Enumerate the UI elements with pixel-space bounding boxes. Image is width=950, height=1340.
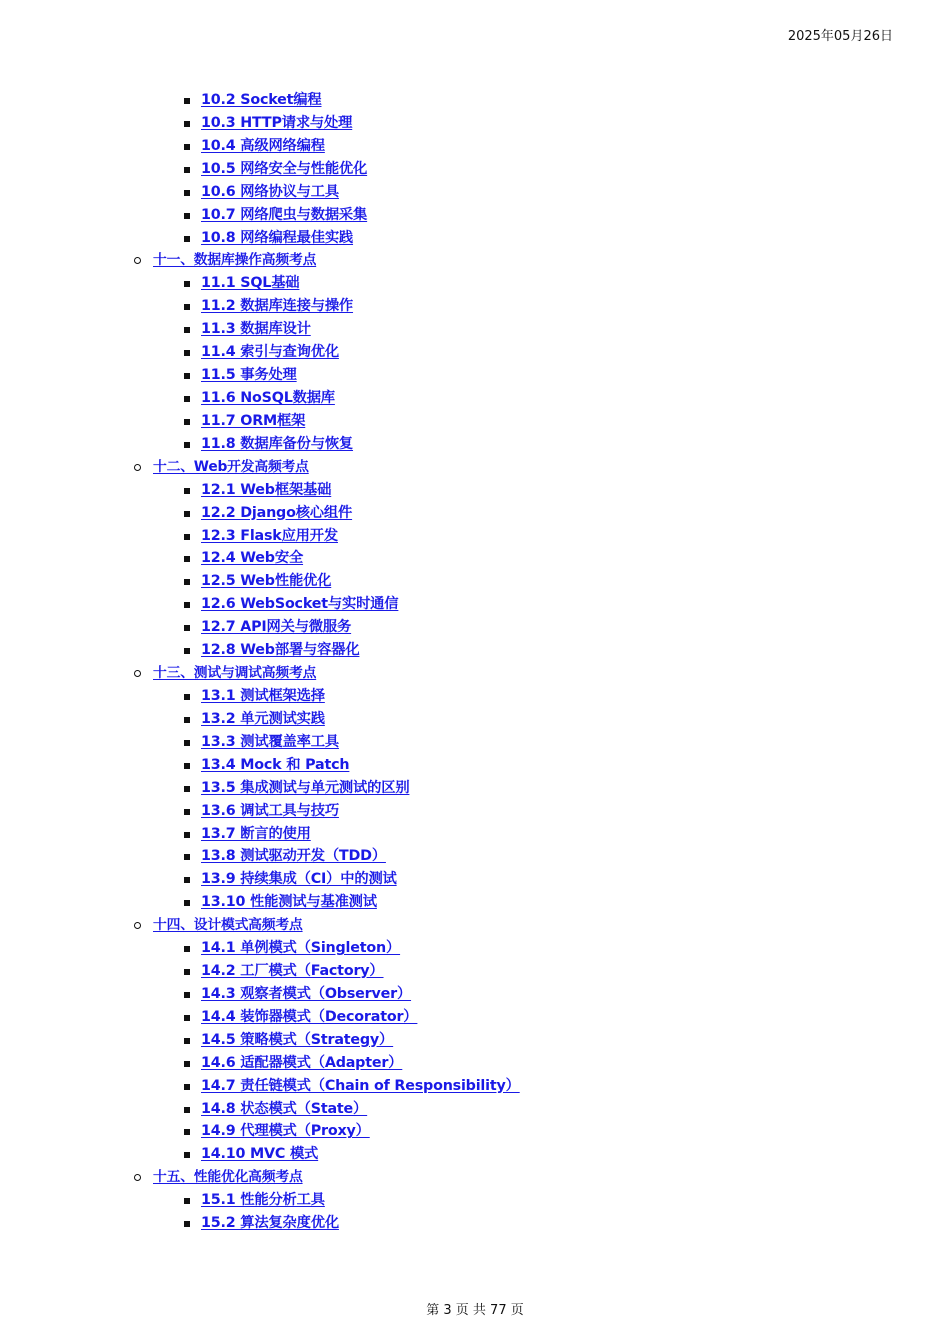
toc-subsection-item	[0, 639, 950, 662]
square-bullet-icon	[184, 1198, 190, 1204]
toc-subsection-link[interactable]: 13.1 测试框架选择	[201, 687, 325, 704]
square-bullet-icon	[184, 144, 190, 150]
square-bullet-icon	[184, 304, 190, 310]
toc-subsection-link[interactable]: 13.4 Mock 和 Patch	[201, 756, 350, 773]
toc-subsection-link[interactable]: 13.9 持续集成（CI）中的测试	[201, 871, 397, 888]
toc-subsection-item	[0, 295, 950, 318]
toc-subsection-item	[0, 135, 950, 158]
toc-subsection-link[interactable]: 12.6 WebSocket与实时通信	[201, 596, 399, 613]
toc-subsection-link[interactable]: 15.2 算法复杂度优化	[201, 1215, 339, 1232]
toc-subsection-item	[0, 845, 950, 868]
toc-subsection-item	[0, 1052, 950, 1075]
toc-subsection-item	[0, 364, 950, 387]
toc-subsection-item	[0, 89, 950, 112]
toc-section-link[interactable]: 十二、Web开发高频考点	[153, 458, 309, 475]
toc-section-link[interactable]: 十四、设计模式高频考点	[153, 917, 303, 934]
toc-subsection-item	[0, 616, 950, 639]
table-of-contents	[0, 89, 950, 1235]
square-bullet-icon	[184, 786, 190, 792]
toc-subsection-link[interactable]: 14.7 责任链模式（Chain of Responsibility）	[201, 1077, 520, 1094]
circle-bullet-icon	[134, 670, 141, 677]
circle-bullet-icon	[134, 257, 141, 264]
toc-subsection-link[interactable]: 10.2 Socket编程	[201, 92, 322, 108]
square-bullet-icon	[184, 327, 190, 333]
square-bullet-icon	[184, 877, 190, 883]
toc-subsection-item	[0, 891, 950, 914]
toc-subsection-item	[0, 433, 950, 456]
square-bullet-icon	[184, 763, 190, 769]
toc-subsection-link[interactable]: 11.1 SQL基础	[201, 275, 300, 292]
toc-subsection-link[interactable]: 10.7 网络爬虫与数据采集	[201, 206, 368, 223]
toc-subsection-link[interactable]: 12.7 API网关与微服务	[201, 619, 352, 636]
toc-subsection-item	[0, 823, 950, 846]
toc-subsection-item	[0, 1006, 950, 1029]
toc-subsection-item	[0, 1120, 950, 1143]
toc-subsection-link[interactable]: 14.5 策略模式（Strategy）	[201, 1031, 394, 1048]
circle-bullet-icon	[134, 464, 141, 471]
toc-subsection-link[interactable]: 13.2 单元测试实践	[201, 710, 325, 727]
toc-subsection-link[interactable]: 10.6 网络协议与工具	[201, 183, 339, 200]
square-bullet-icon	[184, 717, 190, 723]
square-bullet-icon	[184, 1221, 190, 1227]
toc-subsection-link[interactable]: 12.8 Web部署与容器化	[201, 642, 360, 659]
circle-bullet-icon	[134, 922, 141, 929]
toc-subsection-item	[0, 410, 950, 433]
toc-subsection-item	[0, 593, 950, 616]
square-bullet-icon	[184, 832, 190, 838]
toc-subsection-item	[0, 868, 950, 891]
toc-subsection-item	[0, 960, 950, 983]
header-date: 2025年05月26日	[787, 29, 893, 44]
toc-subsection-item	[0, 1143, 950, 1166]
toc-subsection-link[interactable]: 10.3 HTTP请求与处理	[201, 114, 353, 131]
square-bullet-icon	[184, 556, 190, 562]
square-bullet-icon	[184, 1107, 190, 1113]
square-bullet-icon	[184, 511, 190, 517]
square-bullet-icon	[184, 625, 190, 631]
toc-subsection-item	[0, 502, 950, 525]
square-bullet-icon	[184, 488, 190, 494]
toc-section-item	[0, 1166, 950, 1189]
toc-subsection-item	[0, 1212, 950, 1235]
toc-subsection-link[interactable]: 14.4 装饰器模式（Decorator）	[201, 1008, 418, 1025]
square-bullet-icon	[184, 900, 190, 906]
toc-subsection-link[interactable]: 10.4 高级网络编程	[201, 137, 325, 154]
circle-bullet-icon	[134, 1174, 141, 1181]
toc-subsection-link[interactable]: 10.8 网络编程最佳实践	[201, 229, 354, 246]
toc-subsection-link[interactable]: 11.7 ORM框架	[201, 412, 306, 429]
toc-subsection-item	[0, 777, 950, 800]
toc-subsection-link[interactable]: 12.2 Django核心组件	[201, 504, 353, 521]
toc-subsection-item	[0, 387, 950, 410]
toc-subsection-link[interactable]: 11.6 NoSQL数据库	[201, 389, 335, 406]
square-bullet-icon	[184, 1015, 190, 1021]
square-bullet-icon	[184, 281, 190, 287]
square-bullet-icon	[184, 213, 190, 219]
square-bullet-icon	[184, 740, 190, 746]
toc-section-item	[0, 914, 950, 937]
toc-subsection-link[interactable]: 11.2 数据库连接与操作	[201, 298, 354, 315]
toc-subsection-link[interactable]: 10.5 网络安全与性能优化	[201, 160, 368, 177]
square-bullet-icon	[184, 534, 190, 540]
toc-subsection-link[interactable]: 13.7 断言的使用	[201, 825, 311, 842]
toc-subsection-link[interactable]: 14.8 状态模式（State）	[201, 1100, 368, 1117]
square-bullet-icon	[184, 648, 190, 654]
toc-subsection-item	[0, 754, 950, 777]
toc-subsection-item	[0, 1189, 950, 1212]
toc-subsection-link[interactable]: 11.8 数据库备份与恢复	[201, 435, 354, 452]
square-bullet-icon	[184, 992, 190, 998]
toc-subsection-link[interactable]: 14.1 单例模式（Singleton）	[201, 940, 401, 957]
toc-subsection-item	[0, 479, 950, 502]
square-bullet-icon	[184, 167, 190, 173]
square-bullet-icon	[184, 579, 190, 585]
square-bullet-icon	[184, 373, 190, 379]
toc-subsection-item	[0, 708, 950, 731]
toc-section-item	[0, 249, 950, 272]
toc-subsection-link[interactable]: 14.10 MVC 模式	[201, 1146, 319, 1163]
toc-subsection-item	[0, 570, 950, 593]
toc-subsection-item	[0, 112, 950, 135]
square-bullet-icon	[184, 854, 190, 860]
toc-section-item	[0, 456, 950, 479]
square-bullet-icon	[184, 396, 190, 402]
toc-subsection-link[interactable]: 13.3 测试覆盖率工具	[201, 733, 339, 750]
toc-subsection-link[interactable]: 11.5 事务处理	[201, 367, 297, 384]
square-bullet-icon	[184, 1152, 190, 1158]
toc-subsection-link[interactable]: 12.1 Web框架基础	[201, 481, 332, 498]
square-bullet-icon	[184, 98, 190, 104]
square-bullet-icon	[184, 236, 190, 242]
toc-subsection-link[interactable]: 13.5 集成测试与单元测试的区别	[201, 779, 410, 796]
square-bullet-icon	[184, 969, 190, 975]
toc-subsection-item	[0, 1098, 950, 1121]
toc-subsection-link[interactable]: 13.6 调试工具与技巧	[201, 802, 339, 819]
toc-subsection-link[interactable]: 14.9 代理模式（Proxy）	[201, 1123, 370, 1140]
toc-subsection-item	[0, 227, 950, 250]
toc-subsection-link[interactable]: 12.3 Flask应用开发	[201, 527, 338, 544]
toc-section-link[interactable]: 十三、测试与调试高频考点	[153, 665, 317, 682]
toc-subsection-link[interactable]: 13.10 性能测试与基准测试	[201, 894, 377, 911]
square-bullet-icon	[184, 442, 190, 448]
toc-subsection-link[interactable]: 12.5 Web性能优化	[201, 573, 332, 590]
square-bullet-icon	[184, 350, 190, 356]
square-bullet-icon	[184, 694, 190, 700]
toc-subsection-link[interactable]: 13.8 测试驱动开发（TDD）	[201, 848, 386, 865]
toc-section-item	[0, 662, 950, 685]
toc-subsection-item	[0, 1075, 950, 1098]
toc-subsection-item	[0, 937, 950, 960]
toc-section-link[interactable]: 十一、数据库操作高频考点	[153, 252, 317, 269]
square-bullet-icon	[184, 809, 190, 815]
toc-subsection-link[interactable]: 14.2 工厂模式（Factory）	[201, 963, 384, 980]
toc-subsection-item	[0, 204, 950, 227]
toc-subsection-item	[0, 731, 950, 754]
square-bullet-icon	[184, 1084, 190, 1090]
toc-subsection-item	[0, 181, 950, 204]
toc-section-link[interactable]: 十五、性能优化高频考点	[153, 1169, 303, 1186]
toc-subsection-item	[0, 525, 950, 548]
square-bullet-icon	[184, 419, 190, 425]
toc-subsection-link[interactable]: 11.3 数据库设计	[201, 321, 311, 338]
toc-subsection-link[interactable]: 12.4 Web安全	[201, 550, 304, 567]
square-bullet-icon	[184, 1061, 190, 1067]
toc-subsection-item	[0, 685, 950, 708]
toc-subsection-link[interactable]: 14.3 观察者模式（Observer）	[201, 985, 412, 1002]
toc-subsection-link[interactable]: 11.4 索引与查询优化	[201, 344, 339, 361]
toc-subsection-item	[0, 158, 950, 181]
toc-subsection-item	[0, 800, 950, 823]
square-bullet-icon	[184, 602, 190, 608]
toc-subsection-link[interactable]: 14.6 适配器模式（Adapter）	[201, 1054, 403, 1071]
square-bullet-icon	[184, 121, 190, 127]
toc-subsection-item	[0, 341, 950, 364]
page-number-footer: 第 3 页 共 77 页	[426, 1303, 524, 1318]
square-bullet-icon	[184, 190, 190, 196]
toc-subsection-item	[0, 547, 950, 570]
toc-subsection-link[interactable]: 15.1 性能分析工具	[201, 1192, 325, 1209]
toc-subsection-item	[0, 318, 950, 341]
toc-subsection-item	[0, 983, 950, 1006]
toc-subsection-item	[0, 272, 950, 295]
square-bullet-icon	[184, 946, 190, 952]
toc-subsection-item	[0, 1029, 950, 1052]
square-bullet-icon	[184, 1038, 190, 1044]
square-bullet-icon	[184, 1129, 190, 1135]
